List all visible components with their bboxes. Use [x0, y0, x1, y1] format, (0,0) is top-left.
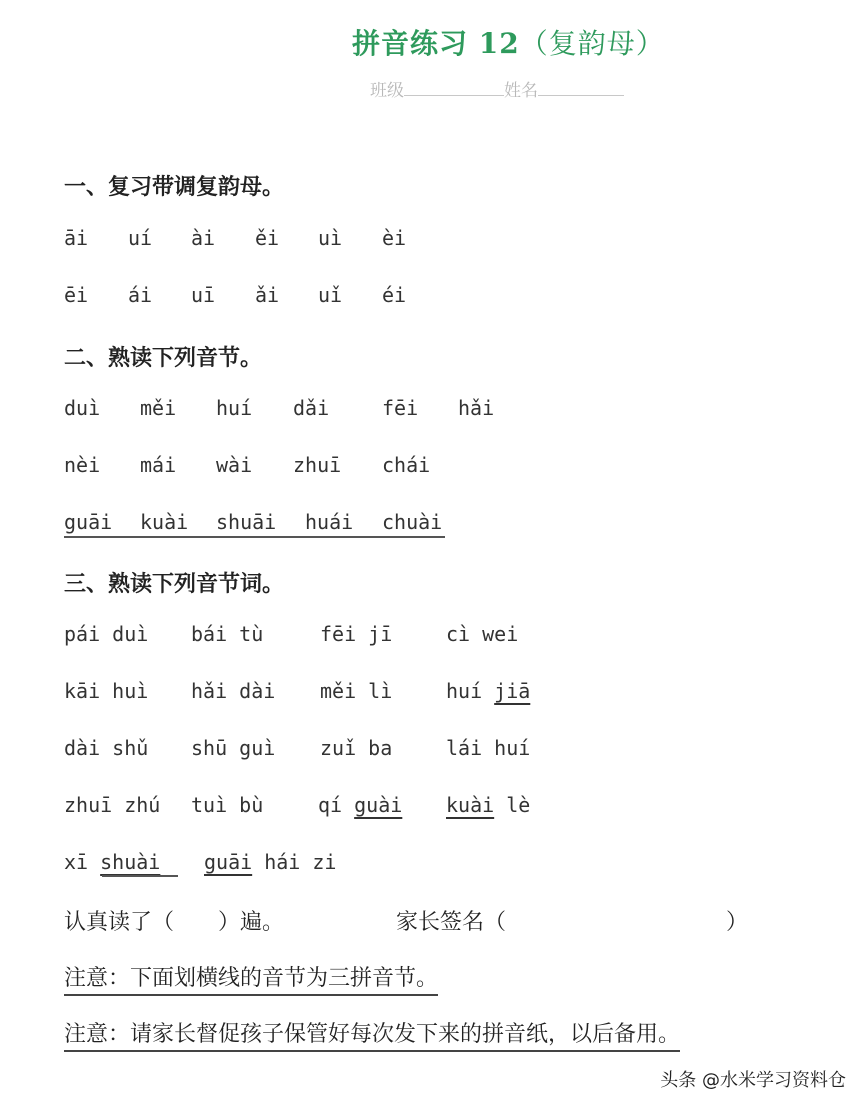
syllable: huí	[216, 396, 253, 420]
word: shū guì	[191, 736, 276, 760]
word: guāi hái zi	[204, 850, 337, 874]
word: kuài lè	[446, 793, 531, 817]
syllable: wài	[216, 453, 253, 477]
three-part-syllable: shuài	[100, 850, 161, 874]
word: huí jiā	[446, 679, 531, 703]
class-label: 班级	[370, 81, 404, 101]
syllable: fēi	[382, 396, 419, 420]
syllable: duì	[64, 396, 101, 420]
name-blank[interactable]	[538, 81, 624, 96]
syllable: dǎi	[293, 396, 330, 420]
word: zhuī zhú	[64, 793, 161, 817]
word: qí guài	[318, 793, 403, 817]
syllable: uī	[191, 283, 216, 307]
word: lái huí	[446, 736, 531, 760]
syllable: mái	[140, 453, 177, 477]
note-1-text: 注意：下面划横线的音节为三拼音节。	[64, 966, 438, 996]
shuai-underline	[102, 875, 178, 877]
word: cì wei	[446, 622, 519, 646]
word: kāi huì	[64, 679, 149, 703]
three-part-syllable: guài	[354, 793, 403, 817]
syllable: zhuī	[293, 453, 342, 477]
syllable: ái	[128, 283, 153, 307]
section-3-heading: 三、熟读下列音节词。	[64, 572, 285, 597]
syllable: āi	[64, 226, 89, 250]
word: fēi jī	[320, 622, 393, 646]
parent-signature-line[interactable]	[396, 905, 748, 936]
syllable: měi	[140, 396, 177, 420]
word: bái tù	[191, 622, 264, 646]
word: zuǐ ba	[320, 736, 393, 760]
section-1-heading: 一、复习带调复韵母。	[64, 175, 285, 200]
read-count-line	[64, 905, 284, 936]
name-label: 姓名	[504, 81, 538, 101]
syllable: chuài	[382, 510, 443, 534]
word: dài shǔ	[64, 736, 149, 760]
syllable: ài	[191, 226, 216, 250]
syllable: ǎi	[255, 283, 280, 307]
note-2-text: 注意：请家长督促孩子保管好每次发下来的拼音纸，以后备用。	[64, 1022, 680, 1052]
word: xī shuài	[64, 850, 161, 874]
syllable: chái	[382, 453, 431, 477]
note-1	[64, 961, 438, 992]
title-subtitle: （复韵母）	[519, 27, 665, 60]
syllable: èi	[382, 226, 407, 250]
syllable: uǐ	[318, 283, 343, 307]
syllable: éi	[382, 283, 407, 307]
syllable: huái	[305, 510, 354, 534]
syllable: guāi	[64, 510, 113, 534]
syllable: ěi	[255, 226, 280, 250]
word: hǎi dài	[191, 679, 276, 703]
word: pái duì	[64, 622, 149, 646]
word: tuì bù	[191, 793, 264, 817]
three-part-syllable: kuài	[446, 793, 495, 817]
syllable: uì	[318, 226, 343, 250]
syllable: nèi	[64, 453, 101, 477]
syllable: uí	[128, 226, 153, 250]
parent-sign-text: 家长签名（ ）	[396, 910, 749, 935]
class-blank[interactable]	[404, 81, 504, 96]
syllable: shuāi	[216, 510, 277, 534]
three-part-syllable: guāi	[204, 850, 253, 874]
student-info	[370, 76, 624, 101]
read-times-text: 认真读了（ ）遍。	[64, 910, 285, 935]
row-underline	[64, 536, 445, 538]
three-part-syllable: jiā	[494, 679, 531, 703]
syllable: ēi	[64, 283, 89, 307]
worksheet-title	[352, 22, 665, 62]
syllable: hǎi	[458, 396, 495, 420]
note-2	[64, 1017, 680, 1048]
word: měi lì	[320, 679, 393, 703]
watermark: 头条 @水米学习资料仓	[660, 1070, 846, 1091]
title-main: 拼音练习 12	[352, 27, 520, 60]
section-2-heading: 二、熟读下列音节。	[64, 346, 263, 371]
syllable: kuài	[140, 510, 189, 534]
